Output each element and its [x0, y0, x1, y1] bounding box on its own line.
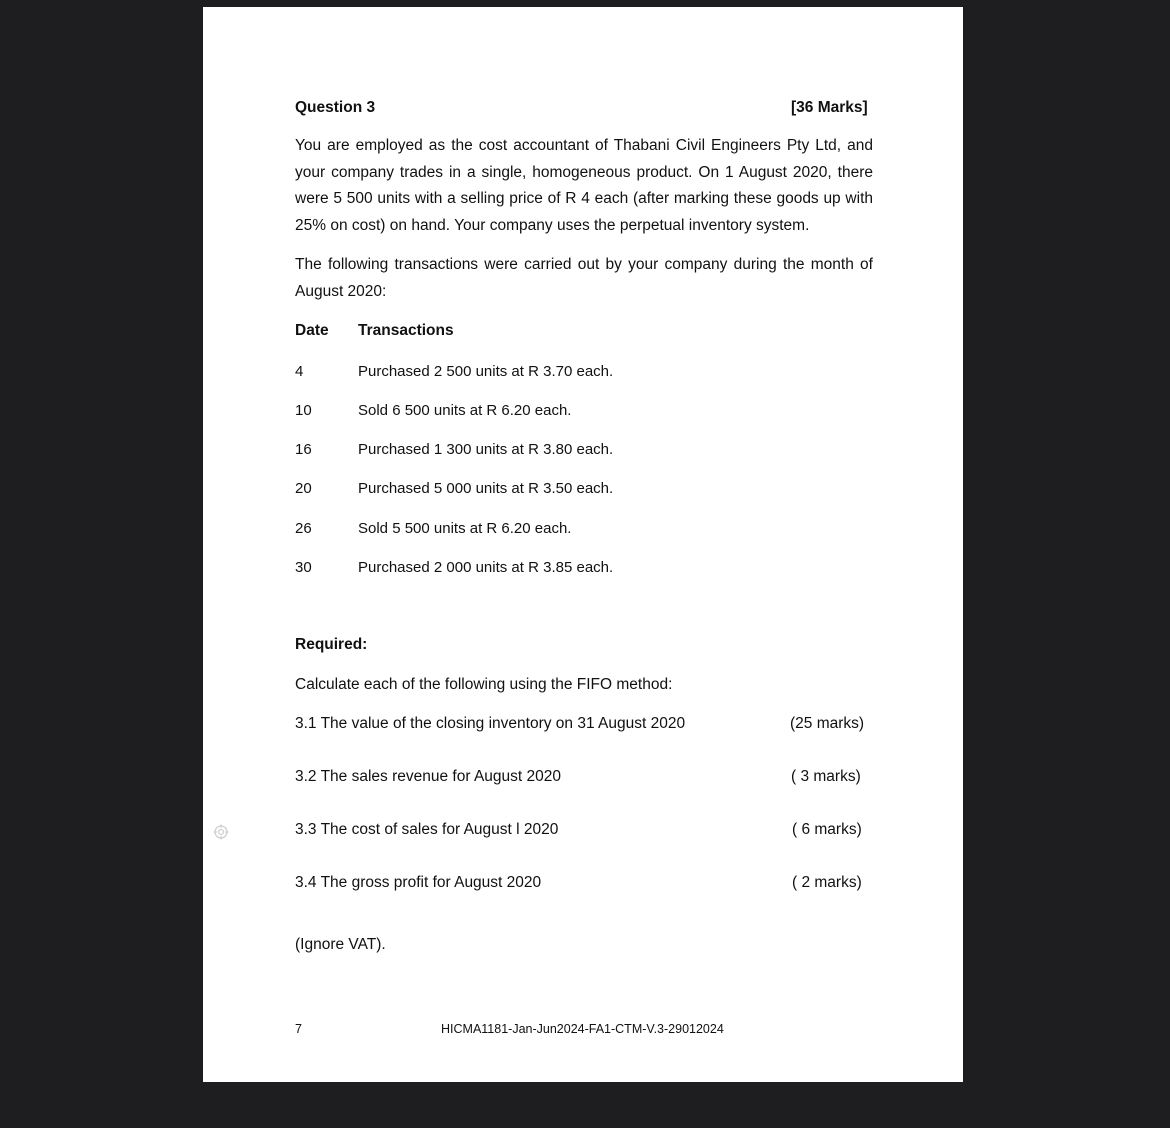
- required-item-marks: ( 3 marks): [791, 768, 861, 785]
- table-row-date: 30: [295, 559, 312, 576]
- table-header-transactions: Transactions: [358, 322, 454, 339]
- table-row-date: 10: [295, 402, 312, 419]
- page-number: 7: [295, 1022, 302, 1036]
- required-item-marks: ( 2 marks): [792, 874, 862, 891]
- required-item-text: 3.1 The value of the closing inventory on 31 August 2020: [295, 715, 686, 732]
- table-row-description: Purchased 2 500 units at R 3.70 each.: [358, 363, 614, 380]
- table-header-date: Date: [295, 322, 329, 339]
- intro-paragraph: You are employed as the cost accountant of Thabani Civil Engineers Pty Ltd, and your company trades in a single, homogeneous product. On 1 August 2020, there were 5 500 units with a selling price of R 4 each (after marking these goods up with 25% on cost) on hand. Your company uses the perpetual inventory system.: [295, 137, 873, 234]
- table-row-description: Purchased 5 000 units at R 3.50 each.: [358, 480, 614, 497]
- crosshair-icon-graphic: [213, 824, 229, 840]
- table-row-date: 16: [295, 441, 312, 458]
- table-row-date: 26: [295, 520, 312, 537]
- ignore-vat-note: (Ignore VAT).: [295, 936, 386, 953]
- question-marks: [36 Marks]: [791, 99, 868, 116]
- table-row-description: Sold 6 500 units at R 6.20 each.: [358, 402, 572, 419]
- required-item-text: 3.4 The gross profit for August 2020: [295, 874, 542, 891]
- table-row-date: 4: [295, 363, 304, 380]
- question-title: Question 3: [295, 99, 376, 116]
- required-heading: Required:: [295, 636, 368, 653]
- table-row-description: Purchased 2 000 units at R 3.85 each.: [358, 559, 614, 576]
- required-item-marks: ( 6 marks): [792, 821, 862, 838]
- required-item-text: 3.2 The sales revenue for August 2020: [295, 768, 561, 785]
- required-item-marks: (25 marks): [790, 715, 865, 732]
- crosshair-icon[interactable]: [213, 824, 229, 840]
- table-row-date: 20: [295, 480, 312, 497]
- document-code: HICMA1181-Jan-Jun2024-FA1-CTM-V.3-29012024: [441, 1022, 724, 1036]
- transactions-paragraph: The following transactions were carried out by your company during the month of August 2020:: [295, 256, 873, 300]
- required-instruction: Calculate each of the following using the FIFO method:: [295, 676, 673, 693]
- document-page: [203, 7, 963, 1082]
- table-row-description: Sold 5 500 units at R 6.20 each.: [358, 520, 572, 537]
- table-row-description: Purchased 1 300 units at R 3.80 each.: [358, 441, 614, 458]
- required-item-text: 3.3 The cost of sales for August l 2020: [295, 821, 559, 838]
